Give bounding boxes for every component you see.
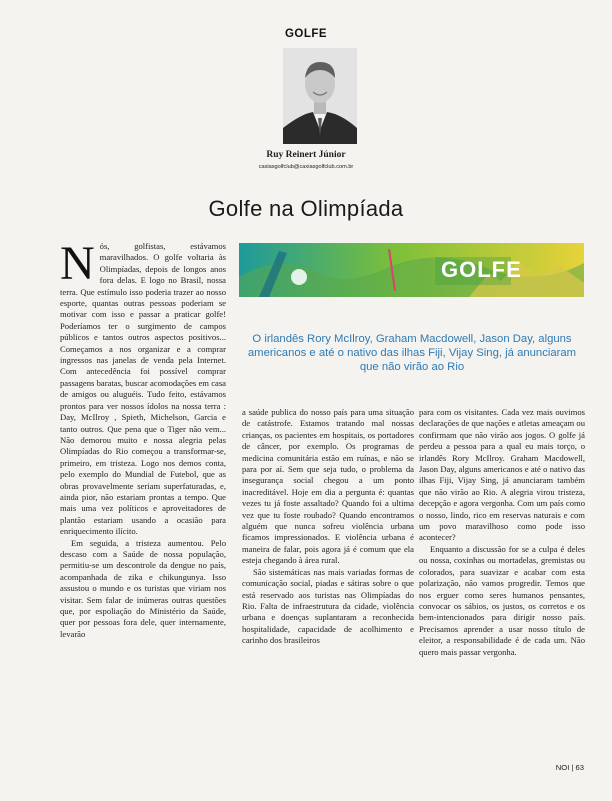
paragraph: São sistemáticas nas mais variadas formas de comunicação social, piadas e sátiras sobre o que está reservado aos turistas nas Olimpíadas do Rio. Falta de infraestrutura da cidade, violência urbana e doenças suplantaram a reconhecida hospitalidade, capacidade de acolhimento e carinho dos brasileiros <box>242 566 414 646</box>
paragraph: para com os visitantes. Cada vez mais ouvimos declarações de que nações e atletas ameaçam ou confirmam que não virão aos jogos. O golfe já perdeu a pessoa para a qual eu mais torço, o irlandês Rory McIlroy. Graham Macdowell, Jason Day, alguns americanos e até o nativo das ilhas Fiji, Vijay Sing, já anunciaram também que não virão ao Rio. A alegria virou tristeza, decepção e agora vergonha. Com um país como o nosso, lindo, rico em reservas naturais e com um povo maravilhoso como pode isso acontecer? <box>419 407 585 543</box>
paragraph: Enquanto a discussão for se a culpa é deles ou nossa, coxinhas ou mortadelas, gremistas ou colorados, para suavizar e acabar com esta polarização, não vamos progredir. Temos que nos erguer como seres humanos pensantes, convocar os sábios, os justos, os corretos e os bem-intencionados para dirigir nosso país. Precisamos aprender a usar nosso título de eleitor, a responsabilidade é de cada um. Não quero mais passar vergonha. <box>419 543 585 657</box>
author-email: caxiasgolfclub@caxiasgolfclub.com.br <box>258 164 354 170</box>
author-portrait <box>283 48 357 144</box>
column-1 <box>60 237 226 640</box>
section-heading: GOLFE <box>284 28 328 40</box>
page-number: 63 <box>575 763 584 772</box>
page-footer <box>556 763 584 772</box>
footer-separator: | <box>571 763 574 772</box>
column-2 <box>242 407 414 647</box>
banner-graphic <box>239 243 584 297</box>
paragraph: ós, golfistas, estávamos maravilhados. O golfe voltaria às Olimpíadas, depois de longos anos fora delas. E logo no Brasil, nossa terra. Que estímulo isso poderia trazer ao nosso esporte, quantas outras pessoas poderiam se motivar com isso e passar a praticar golfe! Poderíamos ter o surgimento de campos públicos e tantos outros aspectos positivos... Começamos a nos organizar e a comprar ingressos nas janelas de venda pela Internet. Com antecedência foi possível comprar passagens baratas, buscar acomodações em casa de amigos ou aluguéis. Tudo feito, estávamos prontos para ver nossos ídolos na nossa terra : Day, McIlroy , Spieth, Michelson, Garcia e tanto outros. Que pena que o Tiger não vem... Não demorou muito e nossa alegria pelas Olimpíadas do Rio começou a transformar-se, primeiro, em tristeza. Logo nos demos conta, pelo exemplo do Mundial de Futebol, que as obras provavelmente seriam superfaturadas, e, ainda pior, não estariam prontas a tempo. Que mais uma vez políticos e aproveitadores de plantão estariam usando a ocasião para enriquecimento ilícito. <box>60 241 226 537</box>
paragraph: Em seguida, a tristeza aumentou. Pelo descaso com a Saúde de nossa população, permitiu-se um descontrole da dengue no país, acompanhada de zika e chikungunya. Isso assustou o mundo e os turistas que viriam nos visitar. Sem falar de inúmeras outras questões que, por espoliação do Ministério da Saúde, quer por pessoas fora dele, quer internamente, levarão <box>60 537 226 639</box>
author-photo <box>283 48 357 144</box>
banner-label: GOLFE <box>441 257 522 282</box>
drop-cap: N <box>60 237 95 290</box>
article-title: Golfe na Olimpíada <box>208 196 404 221</box>
author-name: Ruy Reinert Júnior <box>266 150 346 160</box>
column-3 <box>419 407 585 658</box>
pull-quote: O irlandês Rory McIlroy, Graham Macdowell, Jason Day, alguns americanos e até o nativo das ilhas Fiji, Vijay Sing, já anunciaram que não virão ao Rio <box>247 333 577 374</box>
paragraph: a saúde publica do nosso país para uma situação de catástrofe. Estamos tratando mal nossas crianças, os pacientes em hospitais, os portadores de câncer, por exemplo. Os programas de medicina comunitária estão em ruínas, e não se para por aí. Sem que seja tudo, o problema da insegurança social chegou a um ponto inacreditável. Hoje em dia a pergunta é: quantas vezes tu já foste assaltado? Quando foi a ultima vez que tu foste roubado? Quando encontramos alguém que nunca sofreu violência urbana ficamos impressionados. E violência urbana é maneira de falar, pois agora já é comum que ela esteja chegando à área rural. <box>242 407 414 566</box>
golf-banner <box>239 243 584 297</box>
magazine-name: NOI <box>555 763 570 772</box>
